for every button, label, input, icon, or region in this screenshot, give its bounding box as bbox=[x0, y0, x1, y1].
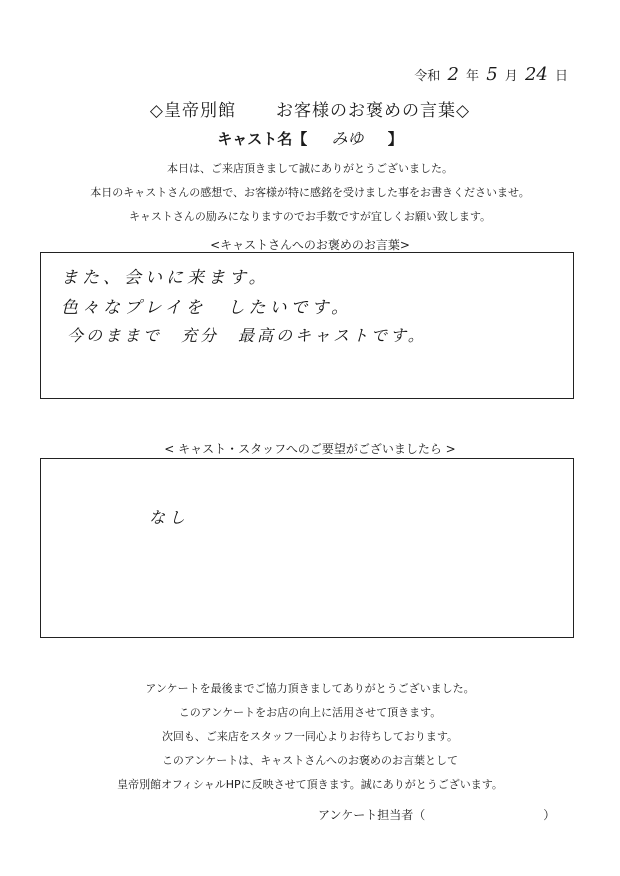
date-era: 令和 bbox=[414, 69, 441, 84]
praise-section-label: <キャストさんへのお褒めのお言葉> bbox=[210, 238, 410, 252]
date-year: 2 bbox=[447, 64, 459, 85]
closing-line-4: このアンケートは、キャストさんへのお褒めのお言葉として bbox=[161, 754, 459, 767]
title-heading: お客様のお褒めの言葉◇ bbox=[276, 101, 471, 121]
request-handwritten-text: なし bbox=[149, 508, 190, 527]
closing-line-1: アンケートを最後までご協力頂きましてありがとうございました。 bbox=[145, 682, 475, 695]
cast-name-row bbox=[0, 126, 620, 149]
intro-line-2: 本日のキャストさんの感想で、お客様が特に感銘を受けました事をお書きくださいませ。 bbox=[90, 186, 530, 199]
cast-name-close-bracket: 】 bbox=[387, 130, 403, 148]
praise-handwritten-line-2: 色々なプレイを したいです。 bbox=[61, 298, 353, 318]
date-year-unit: 年 bbox=[466, 69, 480, 84]
request-section-label: < キャスト・スタッフへのご要望がございましたら > bbox=[164, 442, 456, 456]
cast-name-value: みゆ bbox=[331, 129, 364, 148]
intro-line-1: 本日は、ご来店頂きまして誠にありがとうございました。 bbox=[167, 162, 453, 175]
page-title bbox=[0, 96, 620, 121]
date-month-unit: 月 bbox=[504, 69, 518, 84]
request-comment-box bbox=[40, 458, 574, 638]
date-month: 5 bbox=[486, 64, 498, 85]
cast-name-label: キャスト名【 bbox=[217, 130, 308, 148]
closing-line-5: 皇帝別館オフィシャルHPに反映させて頂きます。誠にありがとうございます。 bbox=[117, 778, 503, 791]
form-date bbox=[414, 64, 568, 85]
survey-staff-close: ） bbox=[543, 808, 556, 822]
survey-staff-label: アンケート担当者（ bbox=[318, 808, 426, 822]
survey-staff-field bbox=[318, 806, 555, 823]
title-store-name: ◇皇帝別館 bbox=[149, 101, 236, 121]
intro-line-3: キャストさんの励みになりますのでお手数ですが宜しくお願い致します。 bbox=[128, 210, 492, 223]
praise-handwritten-line-3: 今のままで 充分 最高のキャストです。 bbox=[67, 326, 427, 345]
date-day: 24 bbox=[524, 64, 548, 85]
date-day-unit: 日 bbox=[554, 69, 568, 84]
praise-handwritten-line-1: また、会いに来ます。 bbox=[61, 268, 270, 288]
closing-line-3: 次回も、ご来店をスタッフ一同心よりお待ちしております。 bbox=[161, 730, 459, 743]
closing-line-2: このアンケートをお店の向上に活用させて頂きます。 bbox=[178, 706, 442, 719]
praise-comment-box bbox=[40, 252, 574, 399]
